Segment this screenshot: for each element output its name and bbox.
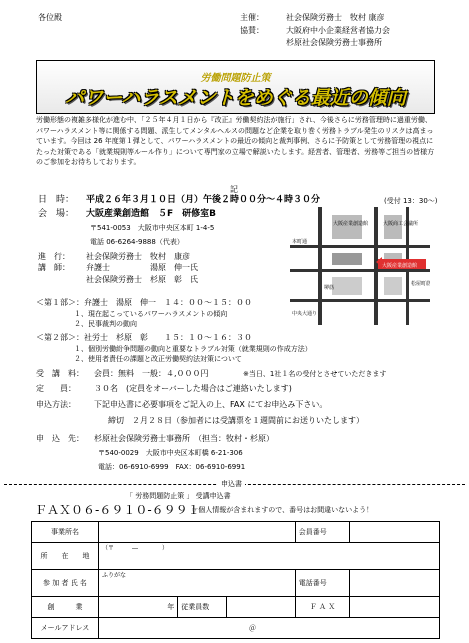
- venue-label: 会 場：: [38, 209, 75, 219]
- capacity-text: ３０名 (定員をオーバーした場合はご連絡いたします): [94, 384, 292, 393]
- date: 平成２６年３月１０日（月）午後２時００分～４時３０分: [86, 195, 321, 205]
- cut-label: 申込書: [218, 480, 245, 489]
- lecturer-2: 社会保険労務士 杉原 彰 氏: [86, 275, 198, 284]
- part2-heading: ＜第２部＞：社労士 杉原 彰 １５：１０～１６：３０: [36, 333, 252, 342]
- employees-field[interactable]: [226, 597, 295, 618]
- cosponsor-label: 協賛：: [240, 26, 264, 35]
- apply-text: 下記申込書に必要事項をご記入の上、FAX にてお申込み下さい。: [94, 400, 328, 409]
- sponsor: 社会保険労務士 牧村 康彦: [286, 13, 385, 22]
- part1-heading: ＜第１部＞：弁護士 湯原 伸一 １４：００～１５：００: [36, 298, 252, 307]
- map-label-3: 中央大通り: [292, 311, 318, 317]
- dest-contact: 電話：06-6910-6999 FAX：06-6910-6991: [98, 463, 246, 471]
- apply-label: 申込方法：: [36, 400, 76, 409]
- address-field[interactable]: [98, 543, 439, 570]
- dest-name: 杉原社会保険労務士事務所 （担当：牧村・杉原）: [94, 434, 274, 443]
- dest-label: 申 込 先：: [36, 434, 84, 443]
- attendee-label: 参 加 者 氏 名: [32, 570, 99, 597]
- map-label-6: 大阪産業創造館: [382, 263, 418, 269]
- progress: 社会保険労務士 牧村 康彦: [86, 252, 190, 261]
- form-fax-note: ☞個人情報が含まれますので、番号はお間違いないよう！: [192, 506, 374, 514]
- email-label: メールアドレス: [32, 618, 99, 639]
- phone-label: 電話番号: [295, 570, 350, 597]
- fee-text: 会員：無料 一般：４,０００円: [94, 369, 209, 378]
- founded-field[interactable]: [98, 597, 177, 618]
- form-fax: ＦＡＸ０６-６９１０-６９９１: [35, 503, 200, 517]
- email-field[interactable]: [98, 618, 439, 639]
- ki-mark: 記: [230, 185, 238, 194]
- subtitle: 労働問題防止策: [200, 73, 271, 84]
- application-form: [31, 521, 440, 639]
- member-field[interactable]: [350, 522, 440, 543]
- map-label-1: 大阪商工会議所: [383, 221, 419, 227]
- date-note: (受付 13：30～): [384, 197, 438, 205]
- addressee: 各位殿: [38, 13, 62, 22]
- main-title: パワーハラスメントをめぐる最近の傾向: [65, 87, 406, 109]
- apply-deadline: 締切 ２月２８日（参加者には受講票を１週間前にお送りいたします）: [108, 416, 364, 425]
- lecturer-label: 講 師：: [38, 263, 70, 272]
- date-label: 日 時：: [38, 195, 75, 205]
- map-label-5: 堺筋: [324, 285, 335, 291]
- form-heading: 「 労務問題防止策 」 受講申込書: [126, 492, 231, 500]
- part1-item2: ２、民事裁判の動向: [74, 320, 137, 328]
- lecturer-1: 弁護士 湯原 伸一氏: [86, 263, 198, 272]
- furigana-label: ふりがな: [101, 572, 126, 579]
- part2-item1: １、個別労働紛争問題の動向と重要なトラブル対策（就業規則の作成方法）: [74, 345, 312, 353]
- part1-item1: １、現在起こっているパワーハラスメントの傾向: [74, 310, 228, 318]
- member-label: 会員番号: [295, 522, 350, 543]
- cosponsor-1: 大阪府中小企業経営者協力会: [286, 26, 390, 35]
- office-label: 事業所名: [32, 522, 99, 543]
- map-label-0: 大阪産業創造館: [333, 221, 369, 227]
- dest-address: 〒540-0029 大阪市中央区本町橋 6-21-306: [98, 449, 243, 457]
- title-box: [36, 60, 435, 114]
- address-label: 所 在 地: [32, 543, 99, 570]
- fax-field[interactable]: [350, 597, 440, 618]
- founded-label: 創 業: [32, 597, 99, 618]
- phone-field[interactable]: [350, 570, 440, 597]
- venue-map: [290, 207, 430, 325]
- venue-phone: 電話 06-6264-9888（代表）: [90, 238, 184, 246]
- part2-item2: ２、使用者責任の課題と改正労働契約法対策について: [74, 355, 242, 363]
- venue-postal: 〒541-0053 大阪市中央区本町 1-4-5: [90, 224, 215, 232]
- capacity-label: 定 員：: [36, 384, 76, 393]
- cosponsor-2: 杉原社会保険労務士事務所: [286, 38, 382, 47]
- employees-label: 従業員数: [178, 597, 226, 618]
- sponsor-label: 主催：: [240, 13, 264, 22]
- intro-paragraph: 労働形態の複雑多様化が進む中、「２５年４月１日から『改正』労働契約法が施行」され、今後さらに労務管理時に過重労働、パワーハラスメント等に関係する問題、派生してメンタルヘルスの問題など企業を取り巻く労務トラブル発生のリスクは高まっています。今回は 26 年度第１弾として、パワーハラスメントの最近の傾向と裁判事例、さらに予防策として労務管理の視点にたった対策である「就業規則等ルール作り」について専門家の立場で解説いたします。経営者、管理者、労務等ご担当の皆様方のご参加をお待ちしております。: [36, 116, 435, 166]
- fax-label: Ｆ Ａ Ｘ: [295, 597, 350, 618]
- progress-label: 進 行：: [38, 252, 70, 261]
- map-label-2: 本町通: [292, 239, 308, 245]
- at-mark: ＠: [248, 624, 256, 632]
- postal-mark: （〒 ― ）: [101, 545, 168, 552]
- attendee-field[interactable]: [98, 570, 295, 597]
- fee-note: ※当日、1社１名の受付とさせていただきます: [243, 370, 387, 378]
- venue: 大阪産業創造館 ５F 研修室B: [86, 209, 217, 219]
- office-field[interactable]: [98, 522, 295, 543]
- year-label: 年: [167, 603, 175, 611]
- fee-label: 受 講 料：: [36, 369, 84, 378]
- map-label-4: 松屋町筋: [411, 281, 430, 287]
